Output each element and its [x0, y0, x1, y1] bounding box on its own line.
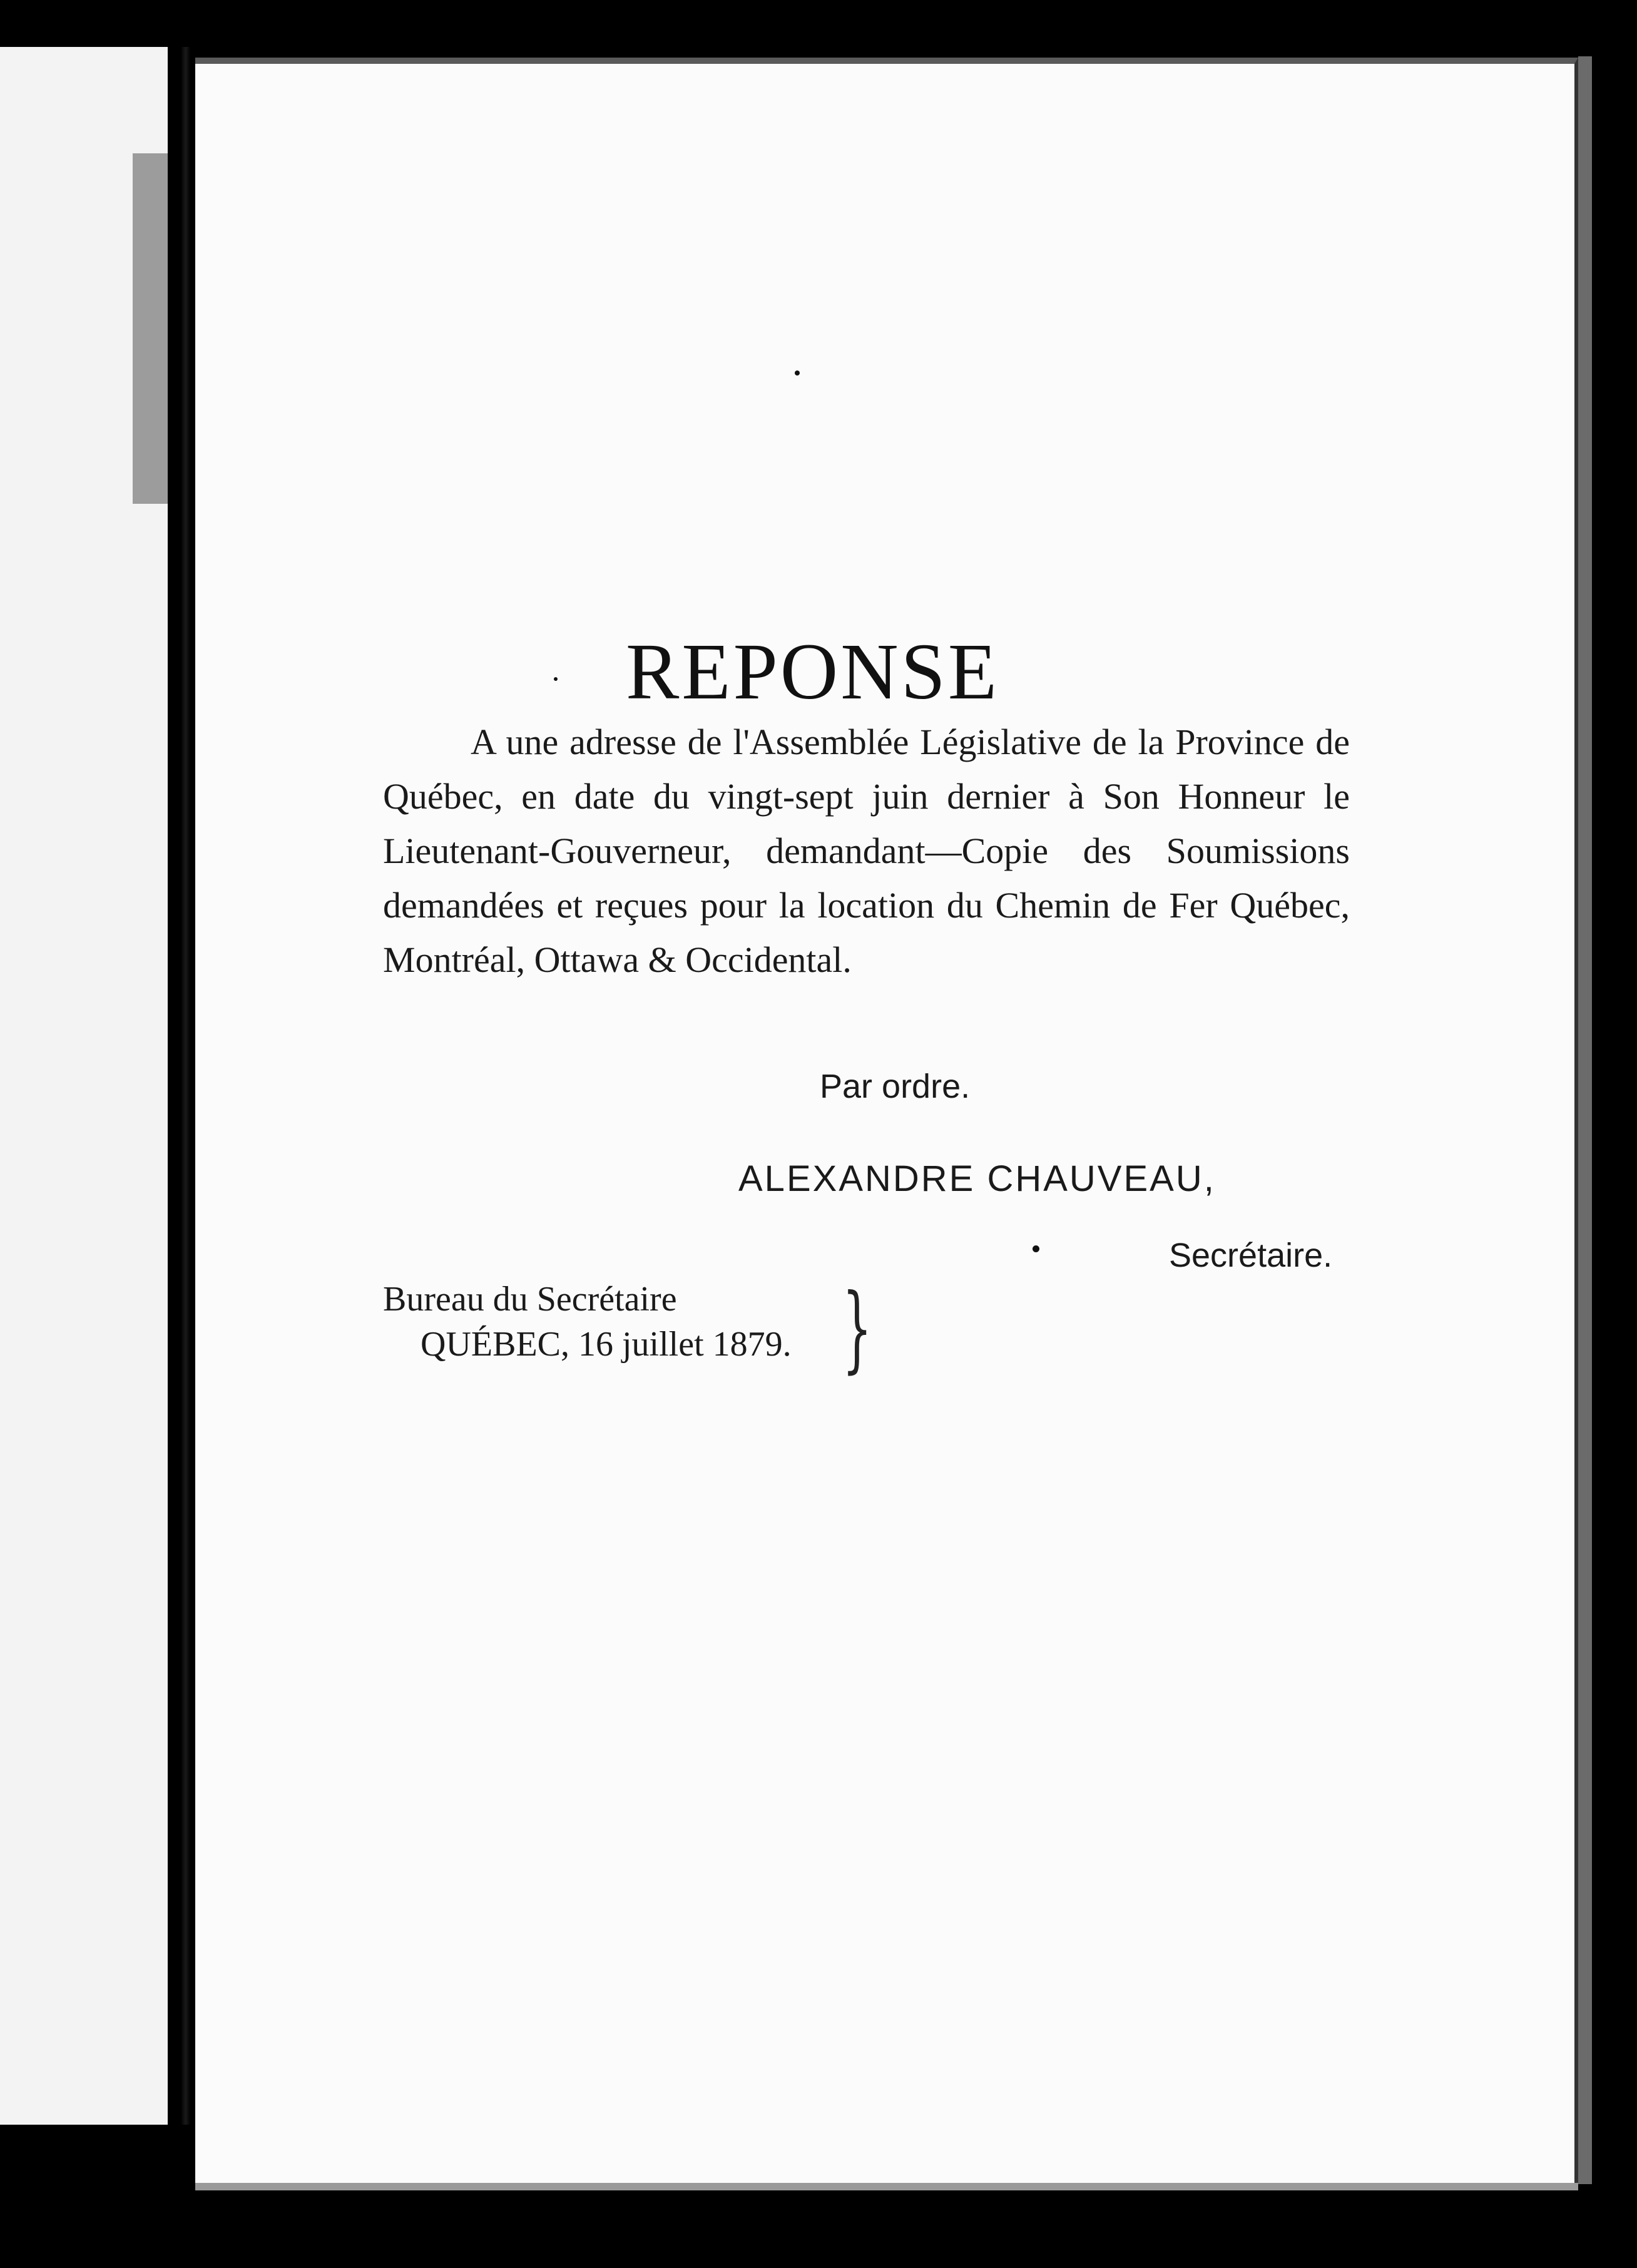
office-line-1: Bureau du Secrétaire [383, 1280, 677, 1319]
page-bottom-edge [195, 2183, 1578, 2190]
office-place-date: QUÉBEC, 16 juillet 1879. [421, 1325, 792, 1364]
order-line: Par ordre. [820, 1068, 971, 1105]
document-heading: REPONSE [626, 627, 999, 716]
facing-page [0, 47, 195, 2125]
document-page [195, 58, 1578, 2183]
ink-speck [795, 370, 800, 375]
brace-mark: } [842, 1274, 872, 1383]
signatory-title: Secrétaire. [1169, 1237, 1333, 1274]
ink-speck [554, 677, 558, 681]
office-block [383, 1277, 792, 1367]
ink-speck [1033, 1245, 1039, 1252]
document-body-paragraph: A une adresse de l'Assemblée Législative de la Province de Québec, en date du vingt-sept juin dernier à Son Honneur le Lieutenant-Gouverneur, demandant—Copie des Soumissions demandées et reçues pour la location du Chemin de Fer Québec, Montréal, Ottawa & Occidental. [383, 722, 1350, 980]
page-edge [1578, 56, 1592, 2184]
signatory-name: ALEXANDRE CHAUVEAU, [738, 1158, 1216, 1199]
